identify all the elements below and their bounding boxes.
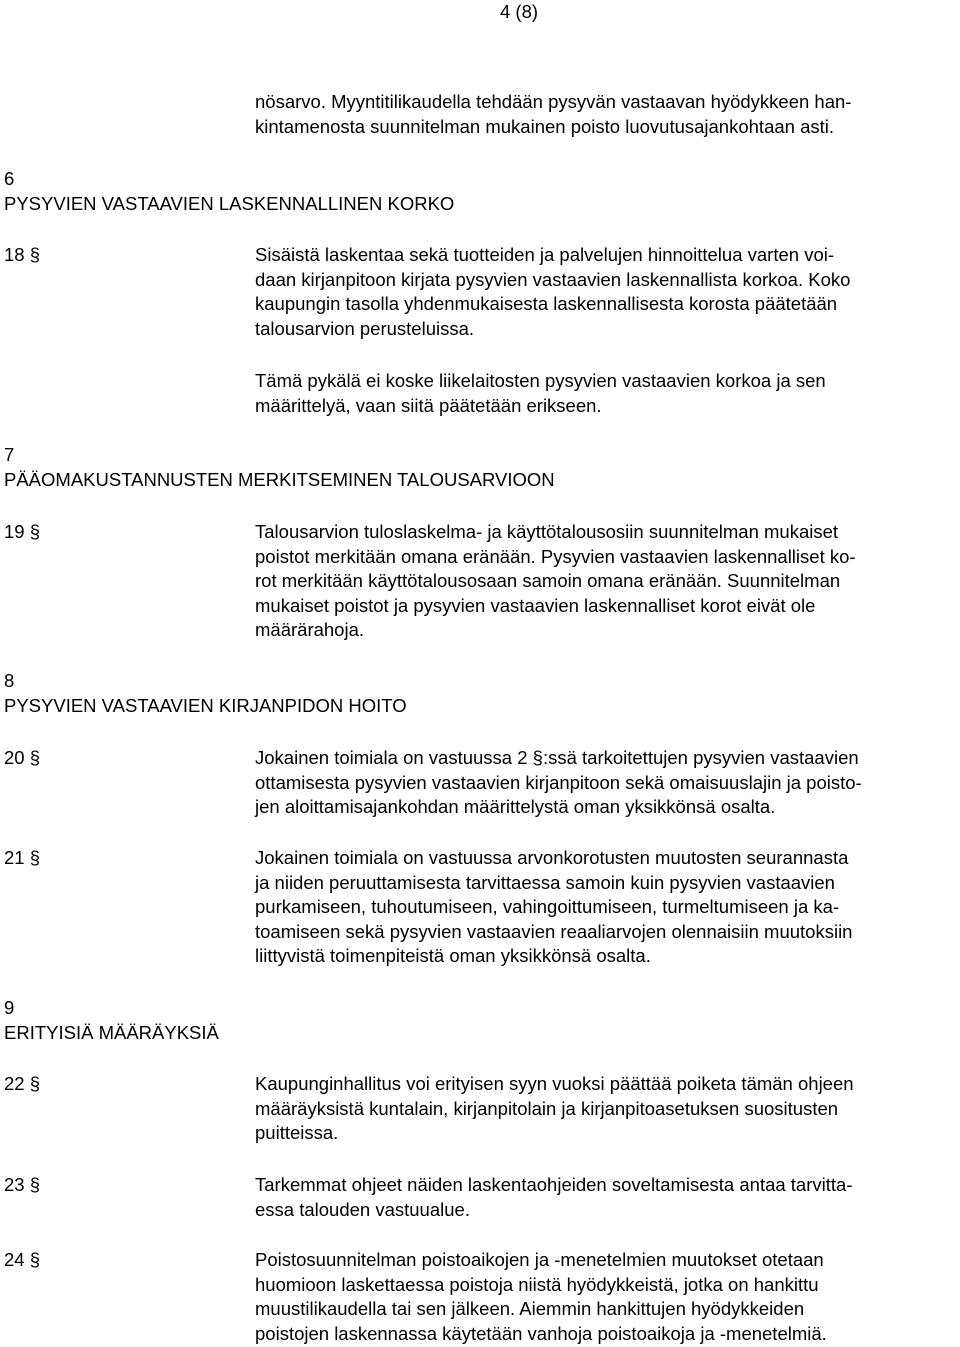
text-line: määrittelyä, vaan siitä päätetään erikseen. — [255, 394, 602, 416]
paragraph-20-text — [255, 746, 960, 820]
text-line: määräyksistä kuntalain, kirjanpitolain ja kirjanpitoasetuksen suositusten — [255, 1097, 839, 1119]
text-line: essa talouden vastuualue. — [255, 1198, 470, 1220]
section-title: PÄÄOMAKUSTANNUSTEN MERKITSEMINEN TALOUSARVIOON — [4, 468, 555, 490]
text-line: ottamisesta pysyvien vastaavien kirjanpitoon sekä omaisuuslajin ja poisto- — [255, 771, 862, 793]
paragraph-number: 19 § — [4, 521, 41, 542]
text-line: määrärahoja. — [255, 619, 365, 640]
paragraph-number: 20 § — [4, 747, 41, 768]
text-line: kintamenosta suunnitelman mukainen poisto luovutusajankohtaan asti. — [255, 115, 835, 137]
section-7-heading — [4, 443, 555, 492]
section-8-heading — [4, 669, 407, 718]
text-line: kaupungin tasolla yhdenmukaisesta laskennallisesta korosta päätetään — [255, 293, 838, 314]
paragraph-18-note — [255, 369, 960, 418]
paragraph-number: 18 § — [4, 244, 41, 265]
text-line: poistojen laskennassa käytetään vanhoja poistoaikoja ja -menetelmiä. — [255, 1322, 827, 1344]
text-line: ja niiden peruuttamisesta tarvittaessa samoin kuin pysyvien vastaavien — [255, 871, 835, 893]
section-6-heading — [4, 167, 454, 216]
text-line: Jokainen toimiala on vastuussa 2 §:ssä tarkoitettujen pysyvien vastaavien — [255, 747, 859, 768]
paragraph-19-text — [255, 520, 960, 643]
text-line: purkamiseen, tuhoutumiseen, vahingoittumiseen, turmeltumiseen ja ka- — [255, 896, 840, 917]
text-line: Tämä pykälä ei koske liikelaitosten pysyvien vastaavien korkoa ja sen — [255, 370, 826, 391]
text-line: toamiseen sekä pysyvien vastaavien reaaliarvojen olennaisiin muutoksiin — [255, 920, 853, 942]
text-line: mukaiset poistot ja pysyvien vastaavien laskennalliset korot eivät ole — [255, 594, 816, 616]
intro-paragraph — [255, 90, 960, 139]
text-line: puitteissa. — [255, 1122, 339, 1143]
text-line: nösarvo. Myyntitilikaudella tehdään pysyvän vastaavan hyödykkeen han- — [255, 91, 852, 112]
text-line: muustilikaudella tai sen jälkeen. Aiemmin hankittujen hyödykkeiden — [255, 1298, 805, 1319]
text-line: Tarkemmat ohjeet näiden laskentaohjeiden soveltamisesta antaa tarvitta- — [255, 1174, 853, 1195]
text-line: poistot merkitään omana eränään. Pysyvien vastaavien laskennalliset ko- — [255, 545, 856, 567]
text-line: jen aloittamisajankohdan määrittelystä oman yksikkönsä osalta. — [255, 796, 776, 817]
paragraph-24-text — [255, 1248, 960, 1346]
paragraph-number: 22 § — [4, 1073, 41, 1094]
section-number: 6 — [4, 168, 15, 189]
paragraph-21-text — [255, 846, 960, 969]
paragraph-number: 23 § — [4, 1174, 41, 1195]
section-title: PYSYVIEN VASTAAVIEN LASKENNALLINEN KORKO — [4, 192, 455, 214]
text-line: rot merkitään käyttötalousosaan samoin omana eränään. Suunnitelman — [255, 570, 841, 591]
paragraph-18-text — [255, 243, 960, 341]
paragraph-number: 21 § — [4, 847, 41, 868]
text-line: Jokainen toimiala on vastuussa arvonkorotusten muutosten seurannasta — [255, 847, 849, 868]
text-line: daan kirjanpitoon kirjata pysyvien vastaavien laskennallista korkoa. Koko — [255, 268, 851, 290]
page-number: 4 (8) — [500, 1, 539, 22]
section-title: ERITYISIÄ MÄÄRÄYKSIÄ — [4, 1021, 219, 1043]
text-line: Kaupunginhallitus voi erityisen syyn vuoksi päättää poiketa tämän ohjeen — [255, 1073, 854, 1094]
text-line: talousarvion perusteluissa. — [255, 317, 475, 339]
text-line: Sisäistä laskentaa sekä tuotteiden ja palvelujen hinnoittelua varten voi- — [255, 244, 835, 265]
section-number: 7 — [4, 444, 15, 465]
section-number: 9 — [4, 997, 15, 1018]
text-line: Poistosuunnitelman poistoaikojen ja -menetelmien muutokset otetaan — [255, 1249, 824, 1270]
paragraph-number: 24 § — [4, 1249, 41, 1270]
section-9-heading — [4, 996, 219, 1045]
text-line: Talousarvion tuloslaskelma- ja käyttötalousosiin suunnitelman mukaiset — [255, 521, 839, 542]
paragraph-22-text — [255, 1072, 960, 1146]
section-title: PYSYVIEN VASTAAVIEN KIRJANPIDON HOITO — [4, 694, 407, 716]
text-line: liittyvistä toimenpiteistä oman yksikkönsä osalta. — [255, 945, 651, 966]
section-number: 8 — [4, 670, 15, 691]
paragraph-23-text — [255, 1173, 960, 1222]
text-line: huomioon laskettaessa poistoja niistä hyödykkeistä, jotka on hankittu — [255, 1273, 819, 1295]
